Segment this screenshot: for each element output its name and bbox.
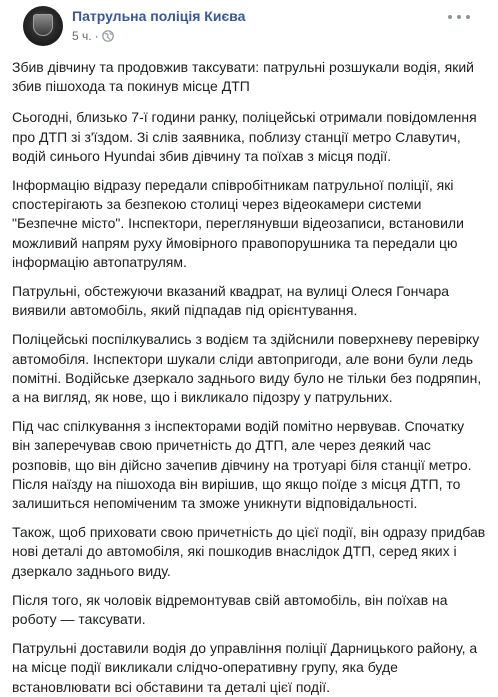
post-timestamp[interactable]: 5 ч. [72, 29, 92, 43]
dot [448, 15, 452, 19]
post-paragraph: Сьогодні, близько 7-ї години ранку, поліцейські отримали повідомлення про ДТП зі з'їздом. Зі слів заявника, поблизу станції метро Славутич, водій синього Hyundai збив дівчину та поїхав з місця події. [12, 109, 477, 164]
post-body [12, 58, 486, 697]
post-paragraph: Також, щоб приховати свою причетність до цієї події, він одразу придбав нові деталі до автомобіля, які пошкодив внаслідок ДТП, серед яких і дзеркало заднього виду. [12, 524, 486, 579]
post-paragraph: Поліцейські поспілкувались з водієм та здійснили поверхневу перевірку автомобіля. Інспектори шукали сліди автопригоди, але вони були ледь помітні. Водійське дзеркало заднього виду було не тільки без подряпин, а на вигляд, як нове, що і викликало підозру у патрульних. [12, 331, 482, 406]
meta-separator: · [94, 29, 99, 43]
police-badge-icon [33, 14, 53, 36]
post-meta [72, 29, 114, 43]
dot [466, 15, 470, 19]
post-paragraph: Інформацію відразу передали співробітникам патрульної поліції, які спостерігають за безпекою столиці через відеокамери системи "Безпечне місто". Інспектори, переглянувши відеозаписи, встановили можливий напрям руху ймовірного правопорушника та передали цю інформацію автопатрулям. [12, 177, 464, 270]
post-headline: Збив дівчину та продовжив таксувати: патрульні розшукали водія, який збив пішохода та покинув місце ДТП [12, 59, 474, 95]
globe-icon[interactable] [102, 30, 114, 42]
page-avatar[interactable] [23, 6, 63, 46]
more-options-icon[interactable] [448, 10, 470, 24]
dot [457, 15, 461, 19]
post-header [12, 0, 486, 58]
post-paragraph: Патрульні, обстежуючи вказаний квадрат, на вулиці Олеся Гончара виявили автомобіль, який підпадав під орієнтування. [12, 283, 450, 319]
page-name-link[interactable]: Патрульна поліція Києва [72, 8, 246, 24]
post-paragraph: Патрульні доставили водія до управління поліції Дарницького району, а на місце події викликали слідчо-оперативну групу, яка буде встановлювати всі обставини та деталі цієї події. [12, 640, 478, 695]
post-paragraph: Під час спілкування з інспекторами водій помітно нервував. Спочатку він заперечував свою причетність до ДТП, але через деякий час розповів, що він дійсно зачепив дівчину на тротуарі біля станції метро. Після наїзду на пішохода він вирішив, що якщо поїде з місця ДТП, то залишиться непоміченим та зможе уникнути відповідальності. [12, 418, 472, 512]
post-paragraph: Після того, як чоловік відремонтував свій автомобіль, він поїхав на роботу — таксувати. [12, 591, 448, 628]
